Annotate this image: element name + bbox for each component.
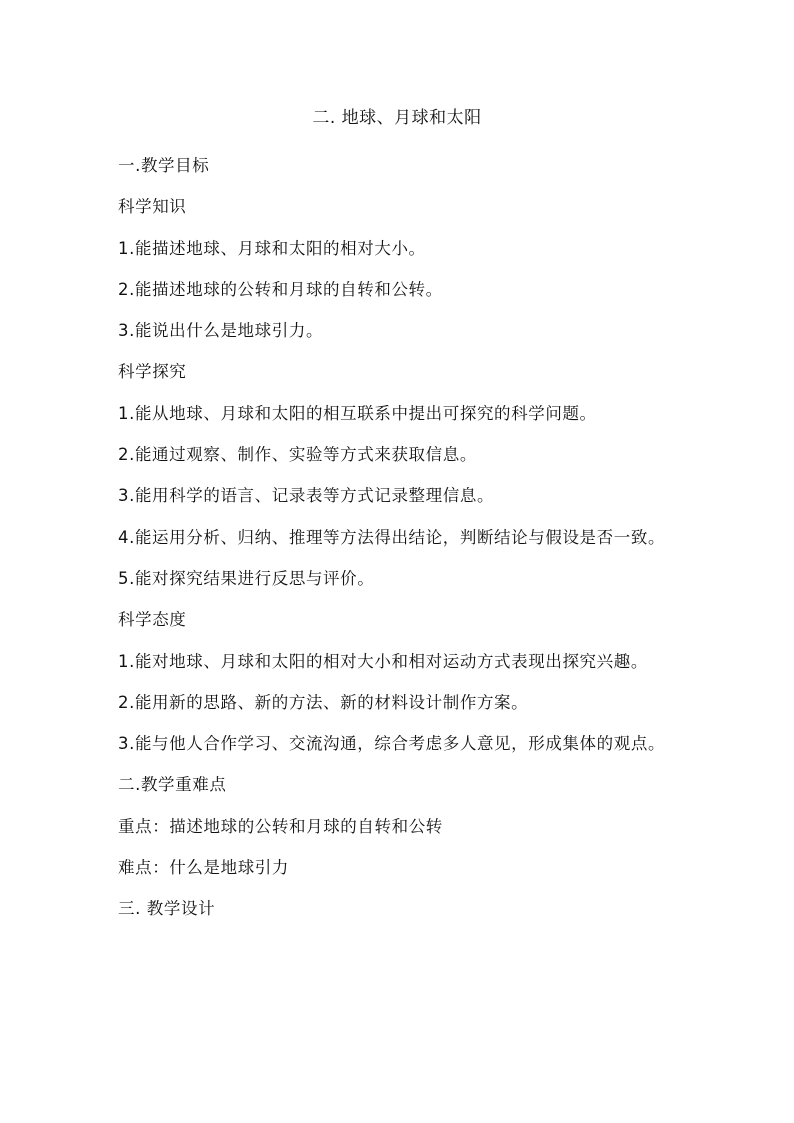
inquiry-item-5: 5.能对探究结果进行反思与评价。 <box>118 568 375 588</box>
difficult-point: 难点：什么是地球引力 <box>118 858 289 878</box>
section-heading-key-points: 二.教学重难点 <box>118 775 227 795</box>
attitude-item-1: 1.能对地球、月球和太阳的相对大小和相对运动方式表现出探究兴趣。 <box>118 651 648 671</box>
inquiry-item-1: 1.能从地球、月球和太阳的相互联系中提出可探究的科学问题。 <box>118 403 597 423</box>
subheading-knowledge: 科学知识 <box>118 197 187 217</box>
inquiry-item-4: 4.能运用分析、归纳、推理等方法得出结论，判断结论与假设是否一致。 <box>118 527 666 547</box>
section-heading-design: 三. 教学设计 <box>118 899 216 919</box>
inquiry-item-3: 3.能用科学的语言、记录表等方式记录整理信息。 <box>118 486 495 506</box>
key-point: 重点：描述地球的公转和月球的自转和公转 <box>118 816 443 836</box>
subheading-attitude: 科学态度 <box>118 610 187 630</box>
attitude-item-2: 2.能用新的思路、新的方法、新的材料设计制作方案。 <box>118 692 529 712</box>
attitude-item-3: 3.能与他人合作学习、交流沟通，综合考虑多人意见，形成集体的观点。 <box>118 734 666 754</box>
document-title: 二. 地球、月球和太阳 <box>312 108 482 128</box>
knowledge-item-1: 1.能描述地球、月球和太阳的相对大小。 <box>118 238 426 258</box>
knowledge-item-3: 3.能说出什么是地球引力。 <box>118 321 324 341</box>
knowledge-item-2: 2.能描述地球的公转和月球的自转和公转。 <box>118 279 443 299</box>
inquiry-item-2: 2.能通过观察、制作、实验等方式来获取信息。 <box>118 445 477 465</box>
section-heading-objectives: 一.教学目标 <box>118 156 210 175</box>
document-body <box>118 145 681 930</box>
subheading-inquiry: 科学探究 <box>118 362 187 382</box>
